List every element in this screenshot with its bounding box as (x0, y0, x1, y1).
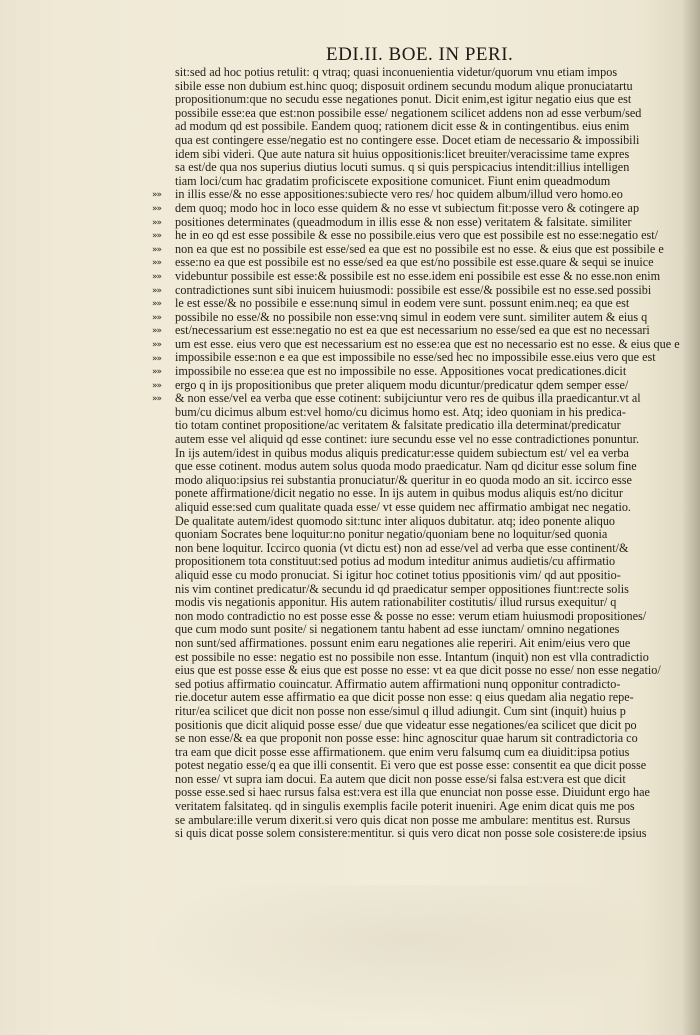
quote-marker: »» (152, 217, 162, 228)
text-line: tio totam continet propositione/ac veritatem & falsitate predicatio illa determinat/predicatur (175, 419, 621, 433)
text-line: non esse/ vt supra iam docui. Ea autem que dicit non posse esse/si falsa est:vera est que dicit (175, 772, 626, 786)
text-block (175, 66, 700, 876)
text-line: possibile no esse/& no possibile non esse:vnq simul in eodem vere sunt. similiter autem & eius q (175, 310, 648, 324)
quote-marker: »» (152, 367, 162, 378)
text-line: se ambulare:ille verum dixerit.si vero quis dicat non posse me ambulare: mentitus est. Rursus (175, 813, 631, 827)
text-line: que cum modo sunt posite/ si negationem tantu habent ad esse iunctam/ omnino negationes (175, 623, 620, 637)
quote-marker: »» (152, 394, 162, 405)
quote-marker: »» (152, 299, 162, 310)
text-line: & non esse/vel ea verba que esse cotinent: subijciuntur vero res de quibus illa praedicantur.vt al (175, 392, 641, 406)
text-line: potest negatio esse/q ea que illi consentit. Ei vero que est posse esse: consentit ea que dicit posse (175, 759, 647, 773)
text-line: posse esse.sed si haec rursus falsa est:vera est illa que enunciat non posse esse. Diuidunt ergo hae (175, 786, 650, 800)
quote-marker: »» (152, 272, 162, 282)
text-line: contradictiones sunt sibi inuicem huiusmodi: possibile est esse/& possibile est no esse.sed possibi (175, 283, 652, 297)
text-line: um est esse. eius vero que est necessarium est no esse:ea que est no necessario est no esse. & eius que e (175, 337, 680, 351)
quote-marker: »» (152, 231, 162, 242)
text-line: dem quoq; modo hoc in loco esse quidem & no esse vt subiectum fit:posse vero & cotingere ap (175, 201, 640, 215)
text-line: ergo q in ijs propositionibus que preter aliquem modu dicuntur/predicatur qdem semper esse/ (175, 378, 629, 392)
text-line: ad modum qd est possibile. Eandem quoq; rationem dicit esse & in contingentibus. eius enim (175, 120, 630, 134)
text-line: ritur/ea scilicet que dicit non posse non esse/simul q illud adiungit. Cum sint (inquit) huius p (175, 704, 626, 718)
text-line: autem esse vel aliquid qd esse continet: iure secundu esse vel no esse contradictiones ponuntur. (175, 433, 640, 447)
quote-marker: »» (152, 312, 162, 323)
text-line: impossibile esse:non e ea que est impossibile no esse/sed hec no impossibile esse.eius vero que est (175, 351, 656, 365)
text-line: ponete affirmatione/dicit negatio no esse. In ijs autem in quibus modus aliquis est/no dicitur (175, 487, 623, 501)
quote-marker: »» (152, 353, 162, 364)
text-line: sed potius affirmatio couincatur. Affirmatio autem affirmationi nunq opponitur contradicto- (175, 677, 621, 691)
quote-marker: »» (152, 285, 162, 296)
text-line: esse:no ea que est possibile est no esse/sed ea que est/no possibile est esse.quare & sequi se inuice (175, 256, 654, 270)
text-line: non sunt/sed affirmationes. possunt enim earu negationes alie reperiri. Ait enim/eius vero que (175, 636, 631, 650)
text-line: quoniam Socrates bene loquitur:no ponitur negatio/quoniam bene no loquitur/sed quonia (175, 528, 608, 542)
show-through-bleed (150, 885, 670, 1025)
text-line: aliquid esse cu modo pronuciat. Si igitur hoc cotinet totius ppositionis vim/ qd aut ppositio- (175, 568, 621, 582)
text-line: sa est/de qua nos superius diutius locuti sumus. q si quis perspicacius intendit:illius intelligen (175, 161, 630, 175)
running-header: EDI.II. BOE. IN PERI. (326, 44, 514, 65)
text-line: est possibile no esse: negatio est no possibile non esse. Intantum (inquit) non est vlla contradictio (175, 650, 649, 664)
text-line: si quis dicat posse solem consistere:mentitur. si quis vero dicat non posse sole cosistere:de ipsius (175, 827, 647, 841)
text-line: veritatem falsitateq. qd in singulis exemplis facile poterit inueniri. Age enim dicat quis me pos (175, 800, 635, 814)
text-line: qua est contingere esse/negatio est no contingere esse. Docet etiam de necessario & impossibili (175, 133, 640, 147)
text-line: sit:sed ad hoc potius retulit: q vtraq; quasi inconuenientia videtur/quorum vnu etiam impos (175, 66, 618, 79)
text-line: idem sibi videri. Que aute natura sit huius oppositionis:licet breuiter/veracissime tame expres (175, 147, 630, 161)
text-line: non modo contradictio no est posse esse & posse no esse: verum etiam huiusmodi propositiones/ (175, 609, 647, 623)
quote-marker: »» (152, 326, 162, 337)
text-line: le est esse/& no possibile e esse:nunq simul in eodem vere sunt. possunt enim.neq; ea que est (175, 297, 630, 311)
quote-marker: »» (152, 380, 162, 391)
text-line: De qualitate autem/idest quomodo sit:tunc inter aliquos dubitatur. atq; ideo ponente aliquo (175, 514, 616, 528)
text-line: rie.docetur autem esse affirmatio ea que dicit posse non esse: q eius quedam alia negatio repe- (175, 691, 634, 705)
text-line: tra eam que dicit posse esse affirmationem. que enim veru falsumq cum ea diuidit:ipsa potius (175, 745, 630, 759)
text-line: sibile esse non dubium est.hinc quoq; disposuit ordinem secundu modum alique pronuciatartu (175, 79, 633, 93)
text-line: bum/cu dicimus album est:vel homo/cu dicimus homo est. Atq; ideo quoniam in his predica- (175, 405, 626, 419)
text-line: nis vim continet predicatur/& secundu id qd praedicatur semper oppositiones fiunt:recte solis (175, 582, 629, 596)
quote-marker: »» (152, 244, 162, 255)
text-line: In ijs autem/idest in quibus modus aliquis predicatur:esse quidem subiectum est/ vel ea verba (175, 446, 629, 460)
quote-marker: »» (152, 258, 162, 269)
text-line: tiam loci/cum hac gradatim proficiscete expositione comunicet. Fiunt enim queadmodum (175, 174, 611, 188)
text-line: se non esse/& ea que proponit non posse esse: hinc agnoscitur quae harum sit contradictoria co (175, 732, 638, 746)
text-line: aliquid esse:sed cum qualitate quada esse/ vt esse quidem nec affirmatio ambigat nec negatio. (175, 501, 631, 514)
text-line: propositionum:que no secudu esse negationes ponut. Dicit enim,est igitur negatio eius que est (175, 93, 632, 107)
text-line: he in eo qd est esse possibile & esse no possibile.eius vero que est possibile est no esse:negatio est/ (175, 229, 659, 243)
text-line: in illis esse/& no esse appositiones:subiecte vero res/ hoc quidem album/illud vero homo.eo (175, 188, 623, 202)
text-line: positiones determinates (queadmodum in illis esse & non esse) veritatem & falsitate. similiter (175, 215, 632, 229)
text-line: non ea que est no possibile est esse/sed ea que est no possibile est no esse. & eius que est possibile e (175, 242, 664, 256)
text-line: modis vis negationis apponitur. His autem rationabiliter costitutis/ illud rursus exequitur/ q (175, 596, 617, 610)
margin-quote-markers (152, 66, 174, 466)
quote-marker: »» (152, 190, 162, 201)
text-line: non bene loquitur. Iccirco quonia (vt dictu est) non ad esse/vel ad verba que esse continent/& (175, 541, 629, 555)
quote-marker: »» (152, 204, 162, 214)
text-line: possibile esse:ea que est:non possibile esse/ negationem scilicet addens non ad esse verbum/sed (175, 106, 642, 120)
text-line: que esse cotinent. modus autem solus quoda modo praedicatur. Nam qd dicitur esse solum fine (175, 460, 637, 474)
text-line: eius que est posse esse & eius que est posse no esse: vt ea que dicit posse no esse/ non esse negatio/ (175, 664, 661, 678)
text-line: impossibile no esse:ea que est no impossibile no esse. Appositiones vocat predicationes.dicit (175, 365, 627, 379)
text-line: propositionem tota constituut:sed potius ad modum inteditur animus audietis/cu affirmatio (175, 555, 616, 569)
text-line: positionis que dicit aliquid posse esse/ due que videatur esse negationes/ea scilicet que dicit po (175, 718, 637, 732)
quote-marker: »» (152, 340, 162, 350)
text-line: videbuntur possibile est esse:& possibile est no esse.idem eni possibile est esse & no esse.non enim (175, 269, 661, 283)
text-line: modo aliquo:ipsius rei substantia pronuciatur/& queritur in eo quoda modo an sit. iccirco esse (175, 473, 632, 487)
text-line: est/necessarium est esse:negatio no est ea que est necessarium no esse/sed ea que est no necessari (175, 324, 650, 338)
